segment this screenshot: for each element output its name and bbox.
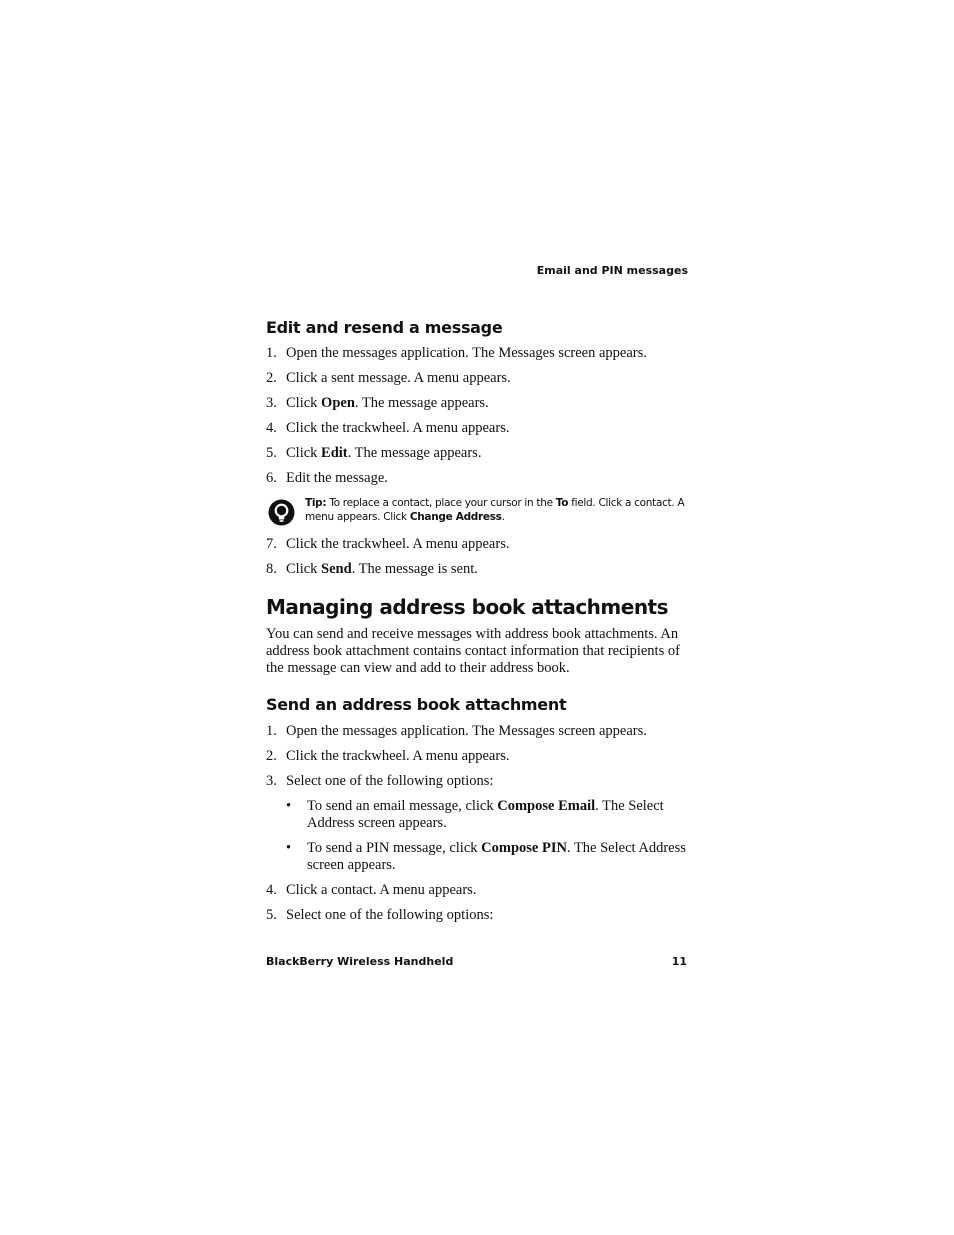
ui-term: Compose Email — [497, 798, 596, 814]
ui-term: To — [555, 497, 569, 509]
step-number: 5. — [266, 445, 277, 461]
step-text: Open the messages application. The Messages screen appears. — [286, 723, 647, 739]
step-number: 1. — [266, 723, 277, 739]
step-number: 7. — [266, 536, 277, 552]
step-text: Click a contact. A menu appears. — [286, 882, 477, 898]
step-text: Click the trackwheel. A menu appears. — [286, 536, 510, 552]
step-number: 4. — [266, 420, 277, 436]
step-text: Select one of the following options: — [286, 907, 494, 923]
step-number: 4. — [266, 882, 277, 898]
step-text: Click Send. The message is sent. — [286, 561, 478, 577]
bullet-dot: • — [286, 840, 292, 856]
lightbulb-icon — [268, 499, 295, 526]
step-text: Click the trackwheel. A menu appears. — [286, 420, 510, 436]
step-number: 2. — [266, 748, 277, 764]
ui-term: Edit — [321, 445, 348, 461]
step-text: Edit the message. — [286, 470, 388, 486]
section-heading-edit-resend: Edit and resend a message — [266, 318, 503, 337]
step-number: 8. — [266, 561, 277, 577]
bullet-dot: • — [286, 798, 292, 814]
bullet-text: To send a PIN message, click Compose PIN. The Select Address screen appears. — [307, 840, 686, 873]
step-number: 3. — [266, 395, 277, 411]
ui-term: Send — [321, 561, 352, 577]
running-header: Email and PIN messages — [536, 264, 688, 277]
step-number: 5. — [266, 907, 277, 923]
ui-term: Compose PIN — [481, 840, 567, 856]
tip-label: Tip: — [305, 497, 327, 509]
intro-paragraph: You can send and receive messages with address book attachments. An address book attachment contains contact information that recipients of the message can view and add to their address book. — [266, 626, 680, 676]
step-text: Open the messages application. The Messages screen appears. — [286, 345, 647, 361]
section-heading-managing-attachments: Managing address book attachments — [266, 595, 669, 619]
ui-term: Change Address — [409, 511, 502, 523]
bullet-text: To send an email message, click Compose Email. The Select Address screen appears. — [307, 798, 664, 831]
step-number: 3. — [266, 773, 277, 789]
step-number: 2. — [266, 370, 277, 386]
step-text: Click the trackwheel. A menu appears. — [286, 748, 510, 764]
step-number: 1. — [266, 345, 277, 361]
ui-term: Open — [321, 395, 355, 411]
step-text: Select one of the following options: — [286, 773, 494, 789]
footer-title: BlackBerry Wireless Handheld — [266, 955, 454, 968]
step-text: Click Open. The message appears. — [286, 395, 489, 411]
step-text: Click Edit. The message appears. — [286, 445, 482, 461]
section-heading-send-attachment: Send an address book attachment — [266, 695, 567, 714]
page-number: 11 — [671, 955, 687, 968]
tip-note: Tip: To replace a contact, place your cursor in the To field. Click a contact. A menu appears. Click Change Address. — [305, 497, 685, 523]
step-number: 6. — [266, 470, 277, 486]
step-text: Click a sent message. A menu appears. — [286, 370, 511, 386]
